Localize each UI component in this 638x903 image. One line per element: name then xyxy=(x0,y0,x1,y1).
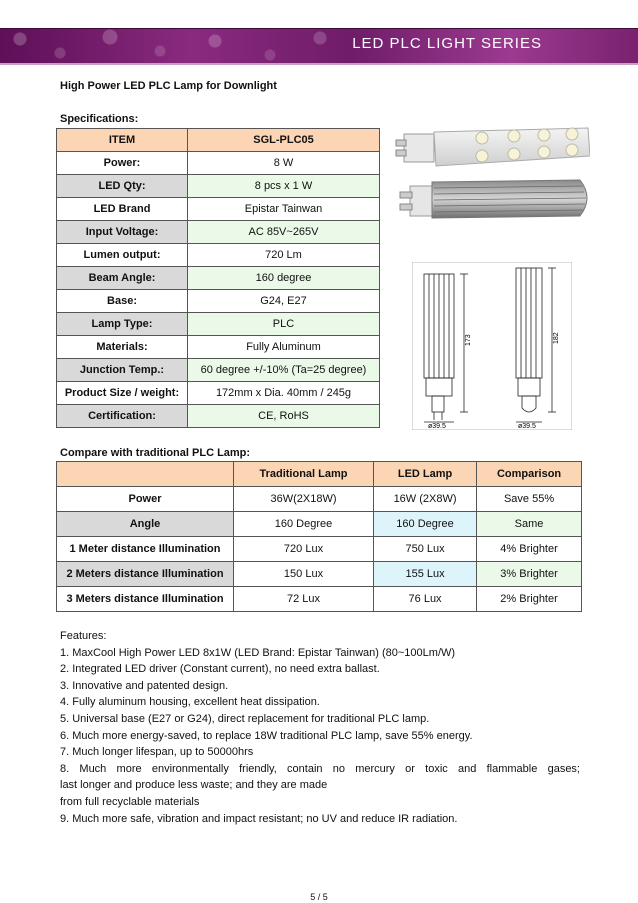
spec-label: Input Voltage: xyxy=(57,221,188,244)
spec-value: 8 pcs x 1 W xyxy=(188,175,380,198)
specifications-table xyxy=(56,128,380,428)
compare-result: 4% Brighter xyxy=(477,537,582,562)
page-number: 5 / 5 xyxy=(310,892,328,902)
compare-led: 750 Lux xyxy=(374,537,477,562)
spec-label: Certification: xyxy=(57,405,188,428)
spec-row xyxy=(57,267,380,290)
spec-label: Power: xyxy=(57,152,188,175)
spec-value: 60 degree +/-10% (Ta=25 degree) xyxy=(188,359,380,382)
header-banner xyxy=(0,28,638,65)
compare-result: 2% Brighter xyxy=(477,587,582,612)
compare-traditional: 72 Lux xyxy=(234,587,374,612)
compare-header-row xyxy=(57,462,582,487)
spec-row xyxy=(57,336,380,359)
features-heading: Features: xyxy=(60,630,107,642)
spec-value: AC 85V~265V xyxy=(188,221,380,244)
right-height-label: 182 xyxy=(553,332,560,344)
spec-header-item: ITEM xyxy=(57,129,188,152)
compare-traditional: 150 Lux xyxy=(234,562,374,587)
feature-item: 2. Integrated LED driver (Constant current), no need extra ballast. xyxy=(60,663,380,676)
compare-row xyxy=(57,562,582,587)
spec-label: LED Qty: xyxy=(57,175,188,198)
compare-label: 3 Meters distance Illumination xyxy=(57,587,234,612)
compare-led: 155 Lux xyxy=(374,562,477,587)
banner-title: LED PLC LIGHT SERIES xyxy=(352,35,542,52)
spec-row xyxy=(57,290,380,313)
spec-row xyxy=(57,313,380,336)
spec-label: Base: xyxy=(57,290,188,313)
spec-row xyxy=(57,221,380,244)
dimension-drawing xyxy=(412,262,572,430)
feature-item-continued: last longer and produce less waste; and they are made xyxy=(60,779,328,792)
left-diameter-label: ø39.5 xyxy=(428,423,446,430)
spec-value: PLC xyxy=(188,313,380,336)
feature-item: 9. Much more safe, vibration and impact resistant; no UV and reduce IR radiation. xyxy=(60,812,458,825)
compare-led: 16W (2X8W) xyxy=(374,487,477,512)
compare-traditional: 36W(2X18W) xyxy=(234,487,374,512)
spec-row xyxy=(57,152,380,175)
spec-value: 720 Lm xyxy=(188,244,380,267)
compare-result: Same xyxy=(477,512,582,537)
document-title: High Power LED PLC Lamp for Downlight xyxy=(60,80,277,92)
spec-value: Epistar Tainwan xyxy=(188,198,380,221)
feature-item: 7. Much longer lifespan, up to 50000hrs xyxy=(60,746,254,759)
compare-led: 76 Lux xyxy=(374,587,477,612)
spec-label: Junction Temp.: xyxy=(57,359,188,382)
compare-result: Save 55% xyxy=(477,487,582,512)
spec-value: 160 degree xyxy=(188,267,380,290)
compare-row xyxy=(57,587,582,612)
feature-item: 4. Fully aluminum housing, excellent heat dissipation. xyxy=(60,696,320,709)
spec-label: Beam Angle: xyxy=(57,267,188,290)
spec-label: Lumen output: xyxy=(57,244,188,267)
feature-item-continued: from full recyclable materials xyxy=(60,795,200,808)
compare-led: 160 Degree xyxy=(374,512,477,537)
compare-label: 1 Meter distance Illumination xyxy=(57,537,234,562)
spec-row xyxy=(57,405,380,428)
spec-row xyxy=(57,359,380,382)
specifications-heading: Specifications: xyxy=(60,113,139,125)
spec-header-model: SGL-PLC05 xyxy=(188,129,380,152)
spec-value: 172mm x Dia. 40mm / 245g xyxy=(188,382,380,405)
compare-header-blank xyxy=(57,462,234,487)
compare-traditional: 160 Degree xyxy=(234,512,374,537)
feature-item: 3. Innovative and patented design. xyxy=(60,679,229,692)
spec-value: Fully Aluminum xyxy=(188,336,380,359)
spec-row xyxy=(57,244,380,267)
spec-value: G24, E27 xyxy=(188,290,380,313)
spec-label: Materials: xyxy=(57,336,188,359)
feature-item: 5. Universal base (E27 or G24), direct replacement for traditional PLC lamp. xyxy=(60,712,430,725)
spec-value: 8 W xyxy=(188,152,380,175)
compare-row xyxy=(57,487,582,512)
compare-header-comparison: Comparison xyxy=(477,462,582,487)
feature-item: 1. MaxCool High Power LED 8x1W (LED Brand: Epistar Tainwan) (80~100Lm/W) xyxy=(60,646,456,659)
spec-row xyxy=(57,198,380,221)
feature-item: 6. Much more energy-saved, to replace 18W traditional PLC lamp, save 55% energy. xyxy=(60,729,473,742)
compare-header-led: LED Lamp xyxy=(374,462,477,487)
spec-header-row xyxy=(57,129,380,152)
feature-item: 8. Much more environmentally friendly, contain no mercury or toxic and flammable gases; xyxy=(60,762,580,775)
spec-label: Product Size / weight: xyxy=(57,382,188,405)
compare-header-traditional: Traditional Lamp xyxy=(234,462,374,487)
spec-label: Lamp Type: xyxy=(57,313,188,336)
spec-row xyxy=(57,382,380,405)
spec-label: LED Brand xyxy=(57,198,188,221)
right-diameter-label: ø39.5 xyxy=(518,423,536,430)
compare-label: Angle xyxy=(57,512,234,537)
compare-result: 3% Brighter xyxy=(477,562,582,587)
compare-label: 2 Meters distance Illumination xyxy=(57,562,234,587)
features-section xyxy=(60,628,580,827)
product-photo xyxy=(390,126,590,226)
spec-value: CE, RoHS xyxy=(188,405,380,428)
left-height-label: 173 xyxy=(465,334,472,346)
compare-heading: Compare with traditional PLC Lamp: xyxy=(60,447,251,459)
compare-row xyxy=(57,512,582,537)
compare-row xyxy=(57,537,582,562)
compare-label: Power xyxy=(57,487,234,512)
compare-traditional: 720 Lux xyxy=(234,537,374,562)
comparison-table xyxy=(56,461,582,612)
spec-row xyxy=(57,175,380,198)
